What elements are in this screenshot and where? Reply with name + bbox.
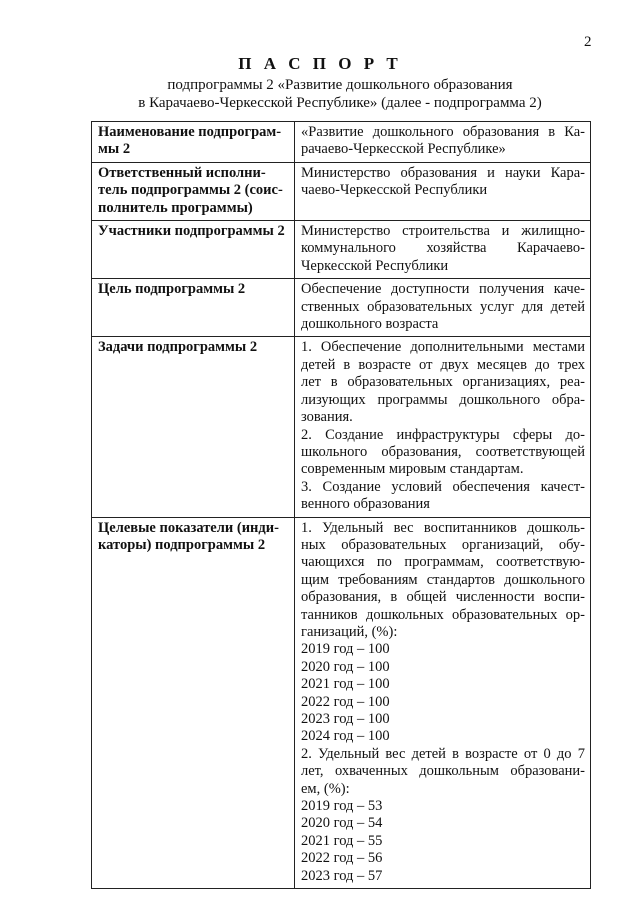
row-label-line: полнитель программы) <box>98 199 253 216</box>
row-value-line: 1. Обеспечение дополнительными местами <box>301 339 585 356</box>
row-label-line: Целевые показатели (инди- <box>98 519 279 536</box>
row-value-line: 2019 год – 100 <box>301 641 390 658</box>
row-value-line: лет в образовательных организациях, реа- <box>301 374 585 391</box>
row-label-cell <box>92 517 295 889</box>
row-value-line: Обеспечение доступности получения каче- <box>301 281 585 298</box>
row-label-line: каторы) подпрограммы 2 <box>98 536 266 553</box>
row-value-line: лет, охваченных дошкольным образовани- <box>301 763 585 780</box>
row-value-line: 2023 год – 100 <box>301 711 390 727</box>
row-value-line: 2023 год – 57 <box>301 867 383 884</box>
row-value-line: 2020 год – 54 <box>301 815 383 832</box>
row-label-line: Участники подпрограммы 2 <box>98 223 285 240</box>
row-value-line: 2022 год – 56 <box>301 850 383 867</box>
row-value-line: ных образовательных организаций, обу- <box>301 536 585 553</box>
document-title: П А С П О Р Т <box>238 54 402 73</box>
row-value-cell <box>295 517 591 889</box>
row-value-line: ем, (%): <box>301 780 350 797</box>
row-value-cell <box>295 162 591 220</box>
row-value-line: «Развитие дошкольного образования в Ка- <box>301 124 585 140</box>
table-row <box>92 279 591 337</box>
row-value-line: зования. <box>301 409 353 426</box>
row-label-cell <box>92 279 295 337</box>
row-value-line: дошкольного возраста <box>301 316 439 333</box>
row-value-line: рачаево-Черкесской Республике» <box>301 141 506 158</box>
row-value-line: ственных образовательных услуг для детей <box>301 298 585 315</box>
row-value-line: 2. Создание инфраструктуры сферы до- <box>301 426 585 443</box>
row-value-line: Черкесской Республики <box>301 257 449 274</box>
row-label-cell <box>92 122 295 163</box>
row-value-cell <box>295 122 591 163</box>
row-label-line: мы 2 <box>98 141 131 158</box>
row-value-line: 2. Удельный вес детей в возрасте от 0 до 7 <box>301 745 585 762</box>
row-label-cell <box>92 162 295 220</box>
row-value-line: современным мировым стандартам. <box>301 461 524 478</box>
passport-table <box>91 121 591 889</box>
row-value-line: 3. Создание условий обеспечения качест- <box>301 478 585 495</box>
subtitle-line: подпрограммы 2 «Развитие дошкольного образования <box>167 77 513 93</box>
row-value-line: чающихся по программам, соответствую- <box>301 554 585 571</box>
row-value-line: ганизаций, (%): <box>301 623 398 640</box>
row-label-line: Наименование подпрограм- <box>98 124 282 140</box>
row-value-line: лизующих программы дошкольного обра- <box>301 391 585 408</box>
table-row <box>92 162 591 220</box>
table-row <box>92 221 591 279</box>
row-value-cell <box>295 337 591 517</box>
table-row <box>92 337 591 517</box>
table-row <box>92 517 591 889</box>
document-subtitle <box>90 76 590 112</box>
row-value-cell <box>295 279 591 337</box>
row-value-line: 2020 год – 100 <box>301 658 390 675</box>
row-value-line: щим требованиям стандартов дошкольного <box>301 571 585 588</box>
row-value-line: 2022 год – 100 <box>301 693 390 710</box>
row-label-cell <box>92 221 295 279</box>
row-value-line: чаево-Черкесской Республики <box>301 182 488 199</box>
row-value-line: 2024 год – 100 <box>301 728 390 745</box>
page-number: 2 <box>584 34 592 50</box>
row-value-line: 1. Удельный вес воспитанников дошколь- <box>301 519 585 536</box>
row-value-line: образования, в общей численности воспи- <box>301 589 585 606</box>
row-value-line: 2019 год – 53 <box>301 798 383 815</box>
row-label-cell <box>92 337 295 517</box>
row-label-line: тель подпрограммы 2 (соис- <box>98 182 283 199</box>
row-label-line: Цель подпрограммы 2 <box>98 281 246 298</box>
row-value-line: 2021 год – 100 <box>301 676 390 693</box>
row-value-line: 2021 год – 55 <box>301 832 383 849</box>
row-value-cell <box>295 221 591 279</box>
subtitle-line: в Карачаево-Черкесской Республике» (далее - подпрограмма 2) <box>138 95 542 111</box>
table-row <box>92 122 591 163</box>
row-label-line: Ответственный исполни- <box>98 164 266 181</box>
row-value-line: школьного образования, соответствующей <box>301 443 585 460</box>
row-value-line: детей в возрасте от двух месяцев до трех <box>301 356 585 373</box>
row-value-line: коммунального хозяйства Карачаево- <box>301 240 585 257</box>
row-value-line: Министерство строительства и жилищно- <box>301 223 585 240</box>
row-value-line: венного образования <box>301 496 430 513</box>
row-value-line: Министерство образования и науки Кара- <box>301 164 585 181</box>
row-value-line: танников дошкольных образовательных ор- <box>301 606 585 623</box>
row-label-line: Задачи подпрограммы 2 <box>98 339 258 356</box>
